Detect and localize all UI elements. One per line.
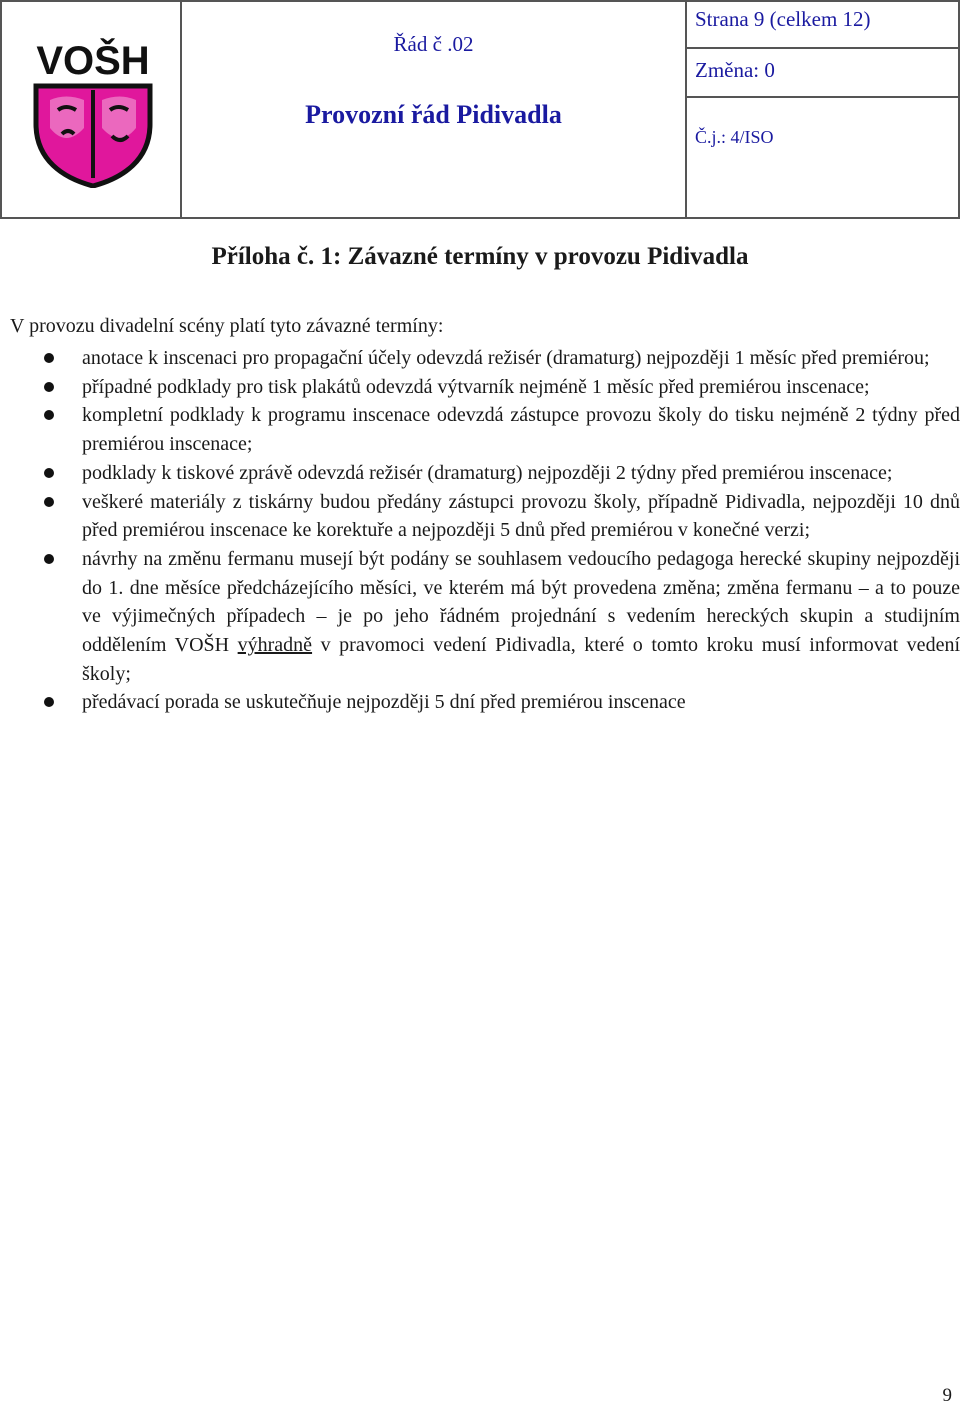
- bullet-icon: [44, 353, 54, 363]
- bullet-icon: [44, 410, 54, 420]
- vosh-logo: [28, 38, 158, 188]
- change-number: Změna: 0: [695, 58, 775, 82]
- list-item: veškeré materiály z tiskárny budou předány zástupci provozu školy, případně Pidivadla, nejpozději 10 dnů před premiérou inscenace ke korektuře a nejpozději 5 dnů před premiérou v konečné verzi;: [0, 488, 960, 545]
- document-title: Provozní řád Pidivadla: [305, 100, 562, 129]
- page-number: 9: [942, 1385, 952, 1406]
- bullet-icon: [44, 497, 54, 507]
- list-item: případné podklady pro tisk plakátů odevzdá výtvarník nejméně 1 měsíc před premiérou inscenace;: [0, 373, 960, 402]
- intro-text: V provozu divadelní scény platí tyto závazné termíny:: [10, 315, 444, 337]
- title-cell: [180, 0, 687, 219]
- appendix-heading: Příloha č. 1: Závazné termíny v provozu Pidivadla: [211, 243, 749, 270]
- logo-text: VOŠH: [36, 39, 150, 83]
- rad-number: Řád č .02: [393, 32, 474, 56]
- underlined-word: výhradně: [237, 634, 313, 657]
- bullet-icon: [44, 697, 54, 707]
- bullet-icon: [44, 468, 54, 478]
- document-header: [0, 0, 960, 219]
- list-item: podklady k tiskové zprávě odevzdá režisér (dramaturg) nejpozději 2 týdny před premiérou inscenace;: [0, 459, 960, 488]
- reference-cell: [685, 96, 960, 219]
- list-item: návrhy na změnu fermanu musejí být podány se souhlasem vedoucího pedagoga herecké skupiny nejpozději do 1. dne měsíce předcházejícího měsíci, ve kterém má být provedena změna; změna fermanu – a to pouze ve výjimečných případech – je po jeho řádném projednání s vedením hereckých skupin a studijním oddělením VOŠH výhradně v pravomoci vedení Pidivadla, které o tomto kroku musí informovat vedení školy;: [0, 545, 960, 689]
- page-info-cell: [685, 0, 960, 49]
- list-item: kompletní podklady k programu inscenace odevzdá zástupce provozu školy do tisku nejméně 2 týdny před premiérou inscenace;: [0, 401, 960, 458]
- reference-number: Č.j.: 4/ISO: [695, 127, 774, 147]
- list-item: předávací porada se uskutečňuje nejpozději 5 dní před premiérou inscenace: [0, 688, 960, 717]
- page-count: Strana 9 (celkem 12): [695, 7, 871, 31]
- terms-list: [0, 344, 960, 717]
- change-cell: [685, 47, 960, 98]
- list-item: anotace k inscenaci pro propagační účely odevzdá režisér (dramaturg) nejpozději 1 měsíc před premiérou;: [0, 344, 960, 373]
- bullet-icon: [44, 382, 54, 392]
- logo-cell: [0, 0, 182, 219]
- bullet-icon: [44, 554, 54, 564]
